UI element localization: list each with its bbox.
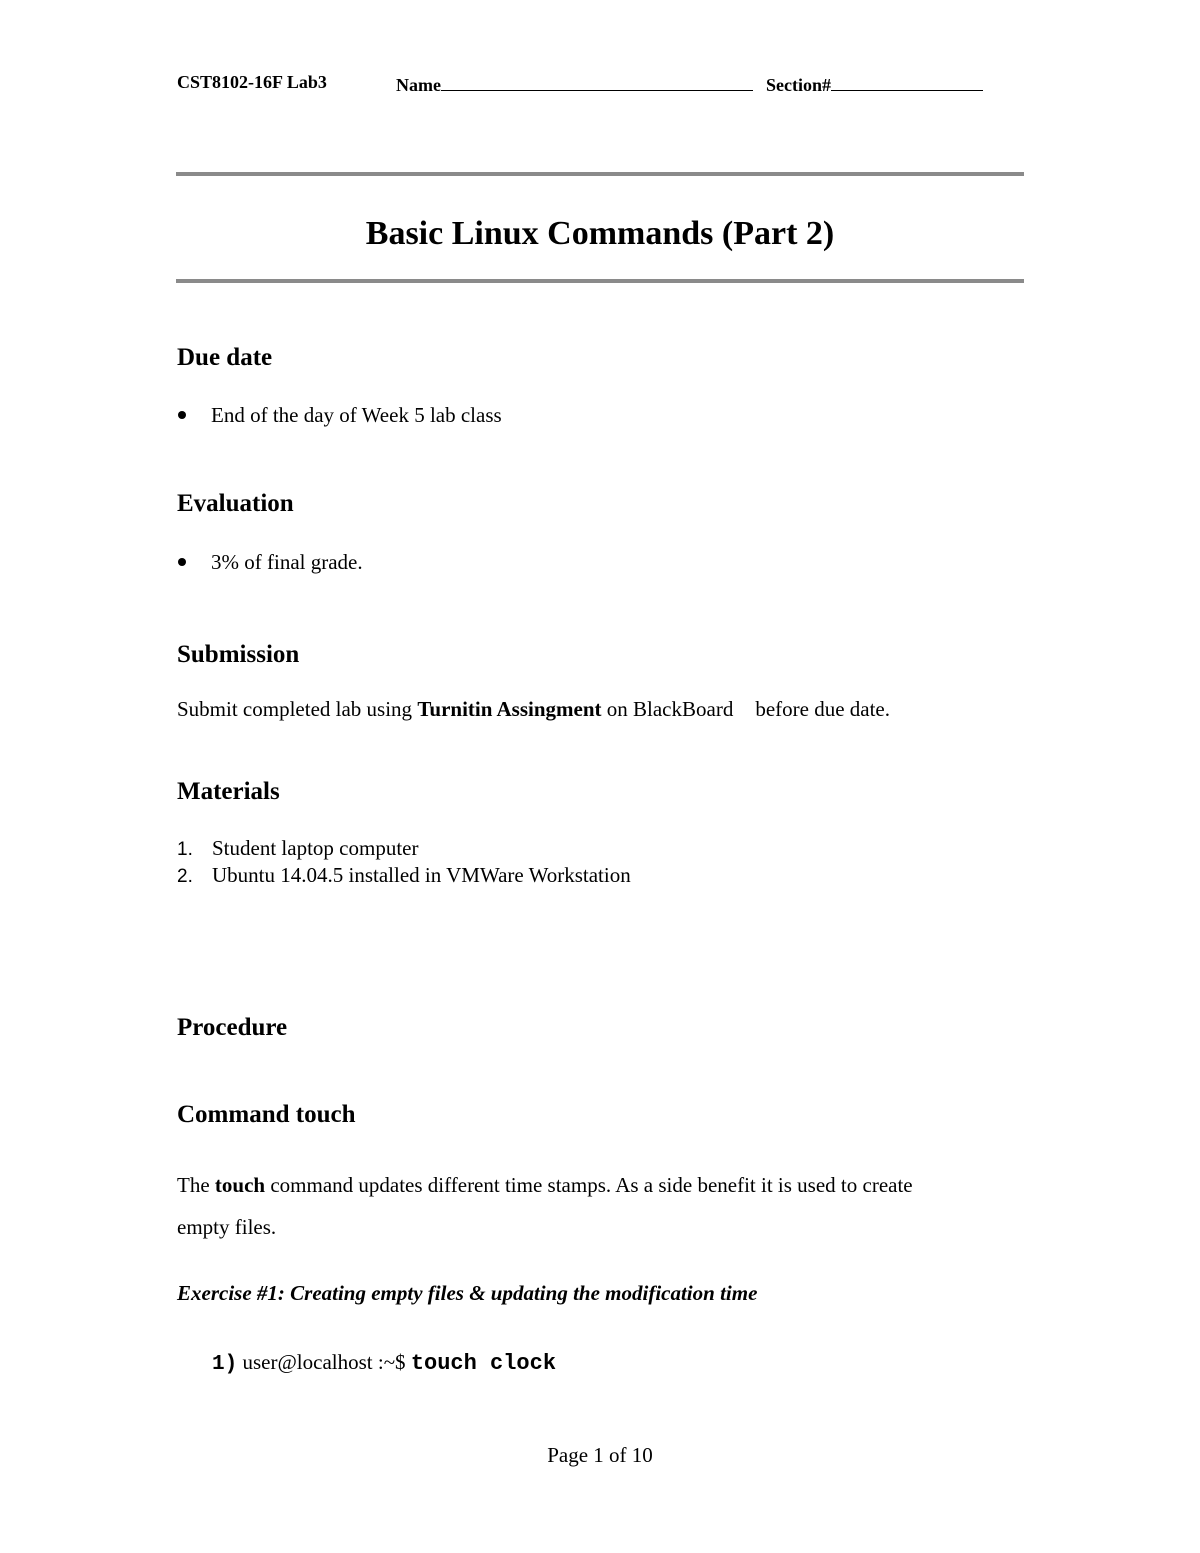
name-label: Name [396, 75, 441, 95]
section-blank [831, 72, 983, 91]
step-number: 1) [212, 1353, 238, 1376]
touch-para-before: The [177, 1173, 215, 1197]
page-number: Page 1 of 10 [547, 1443, 653, 1467]
materials-item-1 [177, 836, 418, 861]
page-title: Basic Linux Commands (Part 2) [365, 215, 835, 252]
submission-text [177, 697, 890, 722]
materials-item-2 [177, 863, 631, 888]
bullet-icon [178, 558, 186, 566]
touch-para-bold: touch [214, 1173, 266, 1197]
due-date-text: End of the day of Week 5 lab class [211, 403, 502, 427]
exercise-1-step-1 [212, 1350, 556, 1376]
materials-item-text: Student laptop computer [212, 836, 419, 860]
command-touch-heading: Command touch [177, 1101, 356, 1128]
submission-text-bold: Turnitin Assingment [417, 697, 602, 721]
touch-para-after: command updates different time stamps. As a side benefit it is used to create [265, 1173, 913, 1197]
evaluation-bullet [177, 550, 363, 575]
submission-text-after: before due date. [755, 697, 891, 721]
touch-paragraph-line2: empty files. [177, 1215, 277, 1239]
title-rule-bottom [176, 279, 1024, 283]
bullet-icon [178, 411, 186, 419]
list-marker: 1. [177, 839, 193, 860]
touch-paragraph-line1 [177, 1173, 913, 1198]
submission-text-before: Submit completed lab using [177, 697, 418, 721]
due-date-bullet [177, 403, 502, 428]
materials-heading: Materials [177, 778, 280, 805]
section-field [766, 72, 983, 96]
section-label: Section# [766, 75, 831, 95]
submission-text-middle: on BlackBoard [601, 697, 734, 721]
shell-command: touch clock [410, 1351, 557, 1376]
name-field [396, 72, 753, 96]
title-rule-top [176, 172, 1024, 176]
submission-heading: Submission [177, 641, 300, 668]
procedure-heading: Procedure [177, 1014, 288, 1041]
exercise-1-title: Exercise #1: Creating empty files & updating the modification time [177, 1281, 758, 1305]
materials-item-text: Ubuntu 14.04.5 installed in VMWare Workstation [212, 863, 631, 887]
name-blank [441, 72, 753, 91]
evaluation-heading: Evaluation [177, 490, 294, 517]
list-marker: 2. [177, 866, 193, 887]
due-date-heading: Due date [177, 344, 273, 371]
evaluation-text: 3% of final grade. [211, 550, 363, 574]
shell-prompt: user@localhost :~$ [242, 1350, 406, 1374]
course-code: CST8102-16F Lab3 [177, 72, 327, 92]
